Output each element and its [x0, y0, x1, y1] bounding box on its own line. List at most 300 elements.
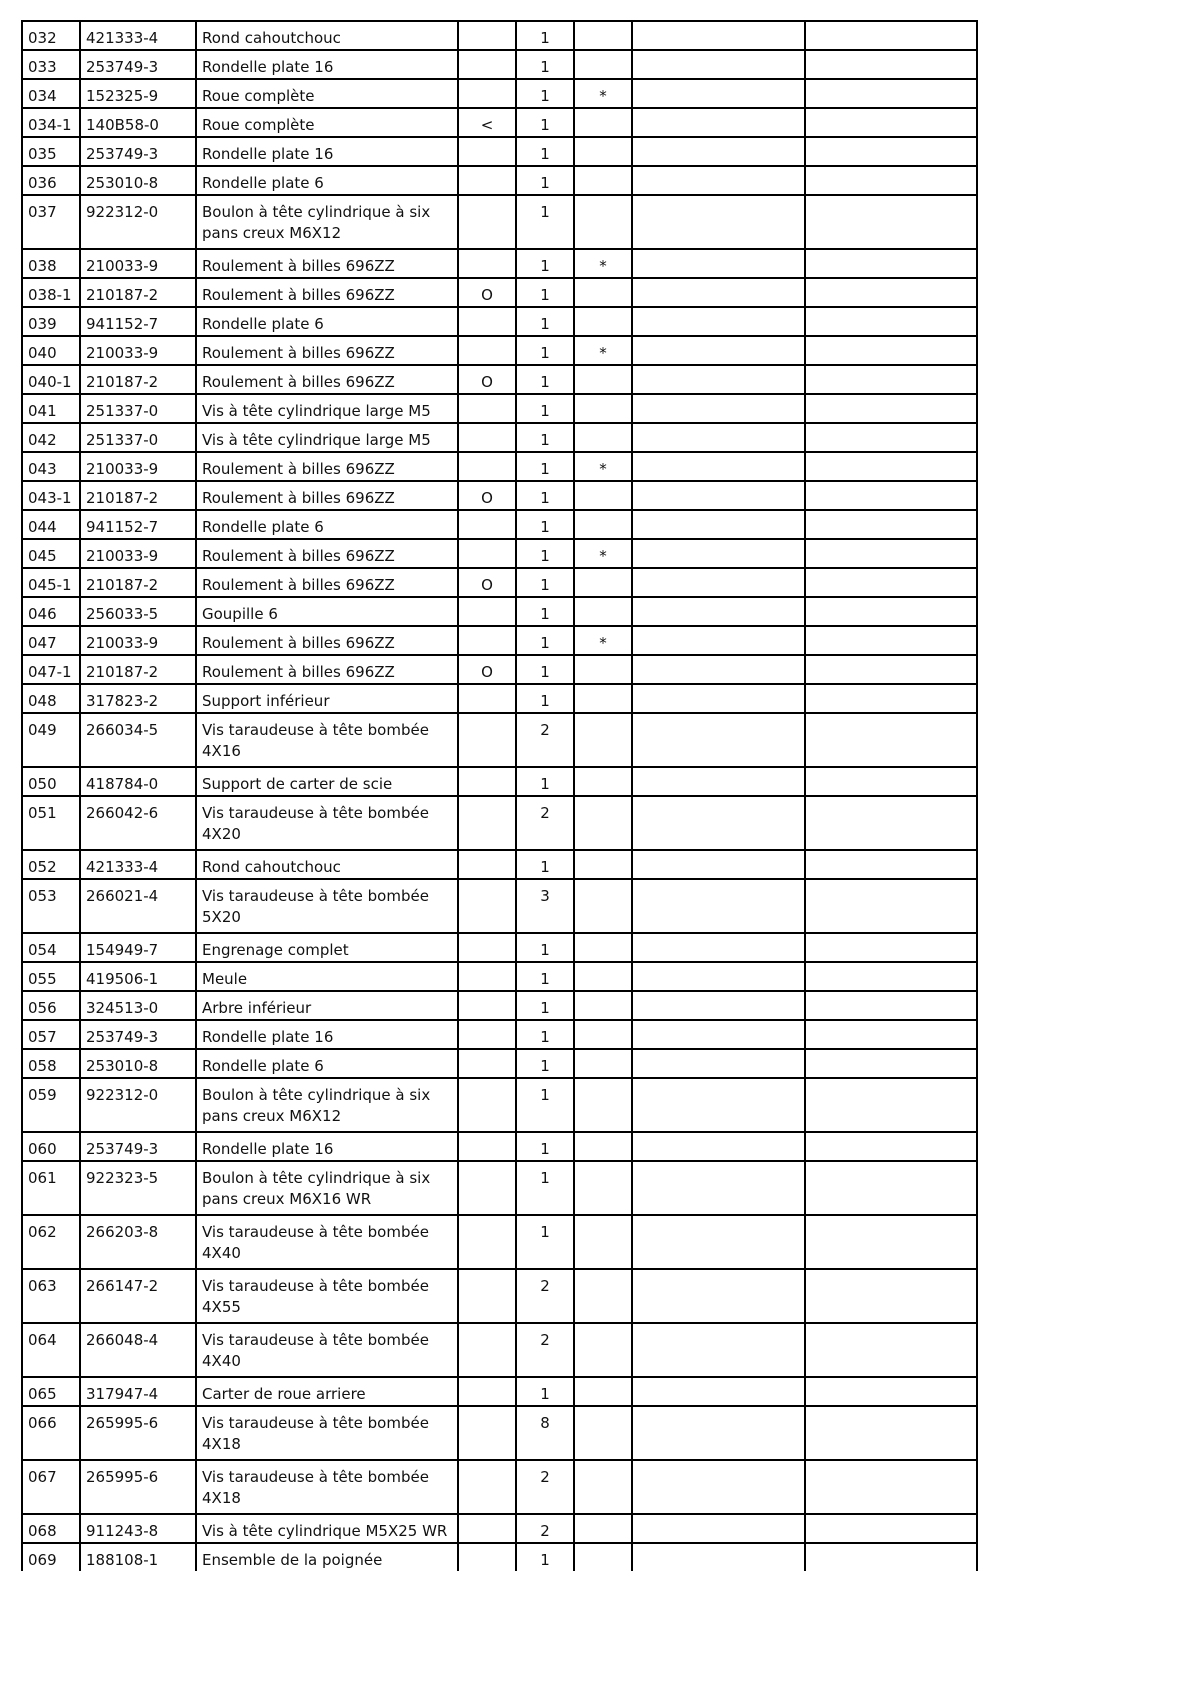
quantity-cell: 1	[516, 991, 574, 1020]
item-number-cell: 037	[22, 195, 80, 249]
extra-cell-2	[805, 568, 977, 597]
extra-cell-1	[632, 962, 805, 991]
table-row	[22, 767, 977, 796]
part-number-cell: 421333-4	[80, 21, 196, 50]
part-number-cell: 210187-2	[80, 655, 196, 684]
note-cell	[574, 481, 632, 510]
extra-cell-2	[805, 626, 977, 655]
extra-cell-2	[805, 539, 977, 568]
extra-cell-2	[805, 137, 977, 166]
marker-cell: O	[458, 278, 516, 307]
note-cell	[574, 1020, 632, 1049]
item-number-cell: 043	[22, 452, 80, 481]
marker-cell	[458, 79, 516, 108]
table-row	[22, 249, 977, 278]
note-cell	[574, 879, 632, 933]
description-cell: Rond cahoutchouc	[196, 21, 458, 50]
item-number-cell: 034	[22, 79, 80, 108]
item-number-cell: 047	[22, 626, 80, 655]
quantity-cell: 1	[516, 1215, 574, 1269]
note-cell	[574, 166, 632, 195]
part-number-cell: 266203-8	[80, 1215, 196, 1269]
extra-cell-2	[805, 1543, 977, 1571]
note-cell	[574, 1543, 632, 1571]
marker-cell: O	[458, 568, 516, 597]
item-number-cell: 053	[22, 879, 80, 933]
description-cell: Roulement à billes 696ZZ	[196, 481, 458, 510]
extra-cell-1	[632, 1377, 805, 1406]
extra-cell-1	[632, 1543, 805, 1571]
item-number-cell: 036	[22, 166, 80, 195]
description-cell: Meule	[196, 962, 458, 991]
note-cell	[574, 1049, 632, 1078]
marker-cell	[458, 21, 516, 50]
item-number-cell: 035	[22, 137, 80, 166]
description-cell: Rondelle plate 16	[196, 137, 458, 166]
extra-cell-2	[805, 249, 977, 278]
quantity-cell: 8	[516, 1406, 574, 1460]
marker-cell	[458, 991, 516, 1020]
note-cell	[574, 1406, 632, 1460]
item-number-cell: 060	[22, 1132, 80, 1161]
note-cell: *	[574, 452, 632, 481]
table-row	[22, 108, 977, 137]
extra-cell-2	[805, 1323, 977, 1377]
table-row	[22, 1514, 977, 1543]
extra-cell-2	[805, 21, 977, 50]
quantity-cell: 1	[516, 79, 574, 108]
description-cell: Rondelle plate 16	[196, 1132, 458, 1161]
table-row	[22, 879, 977, 933]
marker-cell	[458, 50, 516, 79]
item-number-cell: 050	[22, 767, 80, 796]
extra-cell-1	[632, 365, 805, 394]
part-number-cell: 253010-8	[80, 166, 196, 195]
item-number-cell: 045-1	[22, 568, 80, 597]
note-cell	[574, 1215, 632, 1269]
extra-cell-2	[805, 796, 977, 850]
extra-cell-2	[805, 684, 977, 713]
extra-cell-1	[632, 1161, 805, 1215]
extra-cell-1	[632, 166, 805, 195]
extra-cell-2	[805, 1514, 977, 1543]
table-row	[22, 1460, 977, 1514]
part-number-cell: 324513-0	[80, 991, 196, 1020]
marker-cell	[458, 166, 516, 195]
description-cell: Engrenage complet	[196, 933, 458, 962]
table-row	[22, 933, 977, 962]
quantity-cell: 1	[516, 278, 574, 307]
quantity-cell: 1	[516, 166, 574, 195]
part-number-cell: 140B58-0	[80, 108, 196, 137]
marker-cell	[458, 684, 516, 713]
extra-cell-2	[805, 394, 977, 423]
part-number-cell: 419506-1	[80, 962, 196, 991]
description-cell: Goupille 6	[196, 597, 458, 626]
description-cell: Boulon à tête cylindrique à six pans creux M6X12	[196, 195, 458, 249]
extra-cell-1	[632, 1020, 805, 1049]
table-row	[22, 626, 977, 655]
description-cell: Roulement à billes 696ZZ	[196, 568, 458, 597]
table-row	[22, 1078, 977, 1132]
table-row	[22, 423, 977, 452]
table-row	[22, 655, 977, 684]
item-number-cell: 065	[22, 1377, 80, 1406]
extra-cell-1	[632, 1323, 805, 1377]
extra-cell-1	[632, 713, 805, 767]
table-row	[22, 713, 977, 767]
quantity-cell: 2	[516, 713, 574, 767]
extra-cell-1	[632, 195, 805, 249]
table-row	[22, 365, 977, 394]
part-number-cell: 922312-0	[80, 195, 196, 249]
table-row	[22, 568, 977, 597]
extra-cell-2	[805, 991, 977, 1020]
quantity-cell: 1	[516, 655, 574, 684]
description-cell: Roulement à billes 696ZZ	[196, 539, 458, 568]
extra-cell-1	[632, 1132, 805, 1161]
description-cell: Rondelle plate 6	[196, 307, 458, 336]
item-number-cell: 057	[22, 1020, 80, 1049]
extra-cell-1	[632, 1514, 805, 1543]
quantity-cell: 1	[516, 684, 574, 713]
marker-cell: O	[458, 481, 516, 510]
quantity-cell: 1	[516, 365, 574, 394]
table-row	[22, 1323, 977, 1377]
marker-cell	[458, 1132, 516, 1161]
note-cell	[574, 1377, 632, 1406]
marker-cell	[458, 879, 516, 933]
quantity-cell: 1	[516, 1049, 574, 1078]
part-number-cell: 941152-7	[80, 510, 196, 539]
extra-cell-2	[805, 1049, 977, 1078]
marker-cell	[458, 1377, 516, 1406]
extra-cell-1	[632, 336, 805, 365]
item-number-cell: 052	[22, 850, 80, 879]
item-number-cell: 055	[22, 962, 80, 991]
part-number-cell: 266034-5	[80, 713, 196, 767]
extra-cell-1	[632, 394, 805, 423]
extra-cell-2	[805, 1161, 977, 1215]
quantity-cell: 1	[516, 850, 574, 879]
extra-cell-1	[632, 79, 805, 108]
table-row	[22, 1161, 977, 1215]
extra-cell-1	[632, 50, 805, 79]
extra-cell-1	[632, 481, 805, 510]
marker-cell	[458, 1323, 516, 1377]
part-number-cell: 911243-8	[80, 1514, 196, 1543]
part-number-cell: 253749-3	[80, 1132, 196, 1161]
item-number-cell: 064	[22, 1323, 80, 1377]
note-cell	[574, 108, 632, 137]
note-cell	[574, 796, 632, 850]
description-cell: Rondelle plate 16	[196, 1020, 458, 1049]
part-number-cell: 266147-2	[80, 1269, 196, 1323]
quantity-cell: 1	[516, 767, 574, 796]
table-row	[22, 307, 977, 336]
note-cell: *	[574, 249, 632, 278]
item-number-cell: 046	[22, 597, 80, 626]
description-cell: Roulement à billes 696ZZ	[196, 336, 458, 365]
quantity-cell: 1	[516, 394, 574, 423]
table-row	[22, 1020, 977, 1049]
part-number-cell: 266021-4	[80, 879, 196, 933]
marker-cell	[458, 137, 516, 166]
quantity-cell: 1	[516, 1020, 574, 1049]
part-number-cell: 253010-8	[80, 1049, 196, 1078]
marker-cell	[458, 1269, 516, 1323]
extra-cell-2	[805, 655, 977, 684]
extra-cell-1	[632, 423, 805, 452]
part-number-cell: 922312-0	[80, 1078, 196, 1132]
extra-cell-1	[632, 655, 805, 684]
parts-list-table	[21, 20, 978, 1571]
extra-cell-1	[632, 1078, 805, 1132]
extra-cell-2	[805, 166, 977, 195]
note-cell	[574, 510, 632, 539]
table-row	[22, 1269, 977, 1323]
quantity-cell: 1	[516, 933, 574, 962]
item-number-cell: 067	[22, 1460, 80, 1514]
item-number-cell: 048	[22, 684, 80, 713]
part-number-cell: 210033-9	[80, 336, 196, 365]
description-cell: Roulement à billes 696ZZ	[196, 249, 458, 278]
item-number-cell: 068	[22, 1514, 80, 1543]
item-number-cell: 034-1	[22, 108, 80, 137]
description-cell: Vis taraudeuse à tête bombée 4X40	[196, 1323, 458, 1377]
extra-cell-2	[805, 1269, 977, 1323]
quantity-cell: 1	[516, 21, 574, 50]
marker-cell	[458, 713, 516, 767]
extra-cell-2	[805, 79, 977, 108]
extra-cell-2	[805, 1406, 977, 1460]
description-cell: Vis taraudeuse à tête bombée 4X40	[196, 1215, 458, 1269]
table-row	[22, 50, 977, 79]
note-cell: *	[574, 336, 632, 365]
description-cell: Roulement à billes 696ZZ	[196, 655, 458, 684]
note-cell	[574, 307, 632, 336]
marker-cell	[458, 1460, 516, 1514]
note-cell	[574, 597, 632, 626]
description-cell: Rondelle plate 6	[196, 1049, 458, 1078]
item-number-cell: 047-1	[22, 655, 80, 684]
extra-cell-1	[632, 1215, 805, 1269]
extra-cell-1	[632, 1406, 805, 1460]
extra-cell-2	[805, 962, 977, 991]
note-cell	[574, 50, 632, 79]
note-cell	[574, 850, 632, 879]
parts-table-body	[22, 21, 977, 1571]
table-row	[22, 684, 977, 713]
marker-cell	[458, 796, 516, 850]
table-row	[22, 394, 977, 423]
part-number-cell: 253749-3	[80, 137, 196, 166]
extra-cell-1	[632, 796, 805, 850]
marker-cell	[458, 1049, 516, 1078]
extra-cell-2	[805, 1377, 977, 1406]
extra-cell-2	[805, 1460, 977, 1514]
note-cell	[574, 1161, 632, 1215]
description-cell: Vis taraudeuse à tête bombée 4X55	[196, 1269, 458, 1323]
quantity-cell: 1	[516, 962, 574, 991]
part-number-cell: 266048-4	[80, 1323, 196, 1377]
part-number-cell: 922323-5	[80, 1161, 196, 1215]
marker-cell	[458, 336, 516, 365]
item-number-cell: 054	[22, 933, 80, 962]
part-number-cell: 152325-9	[80, 79, 196, 108]
note-cell	[574, 423, 632, 452]
part-number-cell: 317947-4	[80, 1377, 196, 1406]
description-cell: Carter de roue arriere	[196, 1377, 458, 1406]
marker-cell	[458, 539, 516, 568]
extra-cell-2	[805, 278, 977, 307]
marker-cell: <	[458, 108, 516, 137]
table-row	[22, 21, 977, 50]
note-cell	[574, 568, 632, 597]
description-cell: Vis à tête cylindrique large M5	[196, 423, 458, 452]
extra-cell-2	[805, 365, 977, 394]
marker-cell	[458, 597, 516, 626]
extra-cell-1	[632, 307, 805, 336]
table-row	[22, 1406, 977, 1460]
part-number-cell: 265995-6	[80, 1406, 196, 1460]
extra-cell-1	[632, 1460, 805, 1514]
part-number-cell: 317823-2	[80, 684, 196, 713]
extra-cell-2	[805, 108, 977, 137]
item-number-cell: 063	[22, 1269, 80, 1323]
description-cell: Rondelle plate 16	[196, 50, 458, 79]
extra-cell-1	[632, 879, 805, 933]
extra-cell-1	[632, 850, 805, 879]
extra-cell-1	[632, 21, 805, 50]
extra-cell-2	[805, 767, 977, 796]
extra-cell-2	[805, 1020, 977, 1049]
description-cell: Vis taraudeuse à tête bombée 4X20	[196, 796, 458, 850]
part-number-cell: 265995-6	[80, 1460, 196, 1514]
extra-cell-2	[805, 307, 977, 336]
description-cell: Vis taraudeuse à tête bombée 4X18	[196, 1406, 458, 1460]
table-row	[22, 1543, 977, 1571]
table-row	[22, 166, 977, 195]
note-cell	[574, 767, 632, 796]
table-row	[22, 1215, 977, 1269]
marker-cell	[458, 1161, 516, 1215]
table-row	[22, 796, 977, 850]
description-cell: Rond cahoutchouc	[196, 850, 458, 879]
part-number-cell: 941152-7	[80, 307, 196, 336]
item-number-cell: 038-1	[22, 278, 80, 307]
description-cell: Vis à tête cylindrique large M5	[196, 394, 458, 423]
extra-cell-2	[805, 510, 977, 539]
extra-cell-1	[632, 568, 805, 597]
quantity-cell: 1	[516, 539, 574, 568]
item-number-cell: 039	[22, 307, 80, 336]
note-cell: *	[574, 539, 632, 568]
extra-cell-2	[805, 879, 977, 933]
extra-cell-1	[632, 626, 805, 655]
note-cell	[574, 1269, 632, 1323]
extra-cell-2	[805, 713, 977, 767]
extra-cell-1	[632, 249, 805, 278]
marker-cell	[458, 510, 516, 539]
part-number-cell: 253749-3	[80, 1020, 196, 1049]
description-cell: Vis taraudeuse à tête bombée 4X16	[196, 713, 458, 767]
table-row	[22, 137, 977, 166]
quantity-cell: 2	[516, 1323, 574, 1377]
extra-cell-1	[632, 108, 805, 137]
item-number-cell: 045	[22, 539, 80, 568]
extra-cell-1	[632, 933, 805, 962]
extra-cell-2	[805, 850, 977, 879]
description-cell: Roue complète	[196, 108, 458, 137]
quantity-cell: 1	[516, 50, 574, 79]
note-cell	[574, 1078, 632, 1132]
note-cell	[574, 365, 632, 394]
note-cell	[574, 655, 632, 684]
extra-cell-1	[632, 1049, 805, 1078]
part-number-cell: 188108-1	[80, 1543, 196, 1571]
part-number-cell: 210187-2	[80, 481, 196, 510]
extra-cell-1	[632, 510, 805, 539]
extra-cell-1	[632, 991, 805, 1020]
description-cell: Roulement à billes 696ZZ	[196, 365, 458, 394]
part-number-cell: 418784-0	[80, 767, 196, 796]
table-row	[22, 278, 977, 307]
extra-cell-2	[805, 50, 977, 79]
item-number-cell: 033	[22, 50, 80, 79]
item-number-cell: 040	[22, 336, 80, 365]
marker-cell	[458, 1020, 516, 1049]
quantity-cell: 1	[516, 597, 574, 626]
description-cell: Roulement à billes 696ZZ	[196, 626, 458, 655]
description-cell: Rondelle plate 6	[196, 166, 458, 195]
item-number-cell: 051	[22, 796, 80, 850]
description-cell: Vis taraudeuse à tête bombée 4X18	[196, 1460, 458, 1514]
note-cell: *	[574, 79, 632, 108]
item-number-cell: 044	[22, 510, 80, 539]
quantity-cell: 3	[516, 879, 574, 933]
marker-cell	[458, 1215, 516, 1269]
quantity-cell: 1	[516, 510, 574, 539]
part-number-cell: 210033-9	[80, 452, 196, 481]
part-number-cell: 256033-5	[80, 597, 196, 626]
item-number-cell: 069	[22, 1543, 80, 1571]
note-cell	[574, 713, 632, 767]
table-row	[22, 850, 977, 879]
marker-cell	[458, 1543, 516, 1571]
quantity-cell: 2	[516, 1269, 574, 1323]
note-cell	[574, 1132, 632, 1161]
description-cell: Boulon à tête cylindrique à six pans creux M6X12	[196, 1078, 458, 1132]
part-number-cell: 210033-9	[80, 626, 196, 655]
marker-cell	[458, 962, 516, 991]
marker-cell: O	[458, 655, 516, 684]
note-cell	[574, 684, 632, 713]
quantity-cell: 1	[516, 307, 574, 336]
table-row	[22, 452, 977, 481]
extra-cell-2	[805, 1078, 977, 1132]
table-row	[22, 1132, 977, 1161]
marker-cell	[458, 1078, 516, 1132]
marker-cell: O	[458, 365, 516, 394]
description-cell: Roue complète	[196, 79, 458, 108]
extra-cell-1	[632, 137, 805, 166]
description-cell: Ensemble de la poignée	[196, 1543, 458, 1571]
item-number-cell: 058	[22, 1049, 80, 1078]
table-row	[22, 991, 977, 1020]
item-number-cell: 040-1	[22, 365, 80, 394]
quantity-cell: 2	[516, 1514, 574, 1543]
